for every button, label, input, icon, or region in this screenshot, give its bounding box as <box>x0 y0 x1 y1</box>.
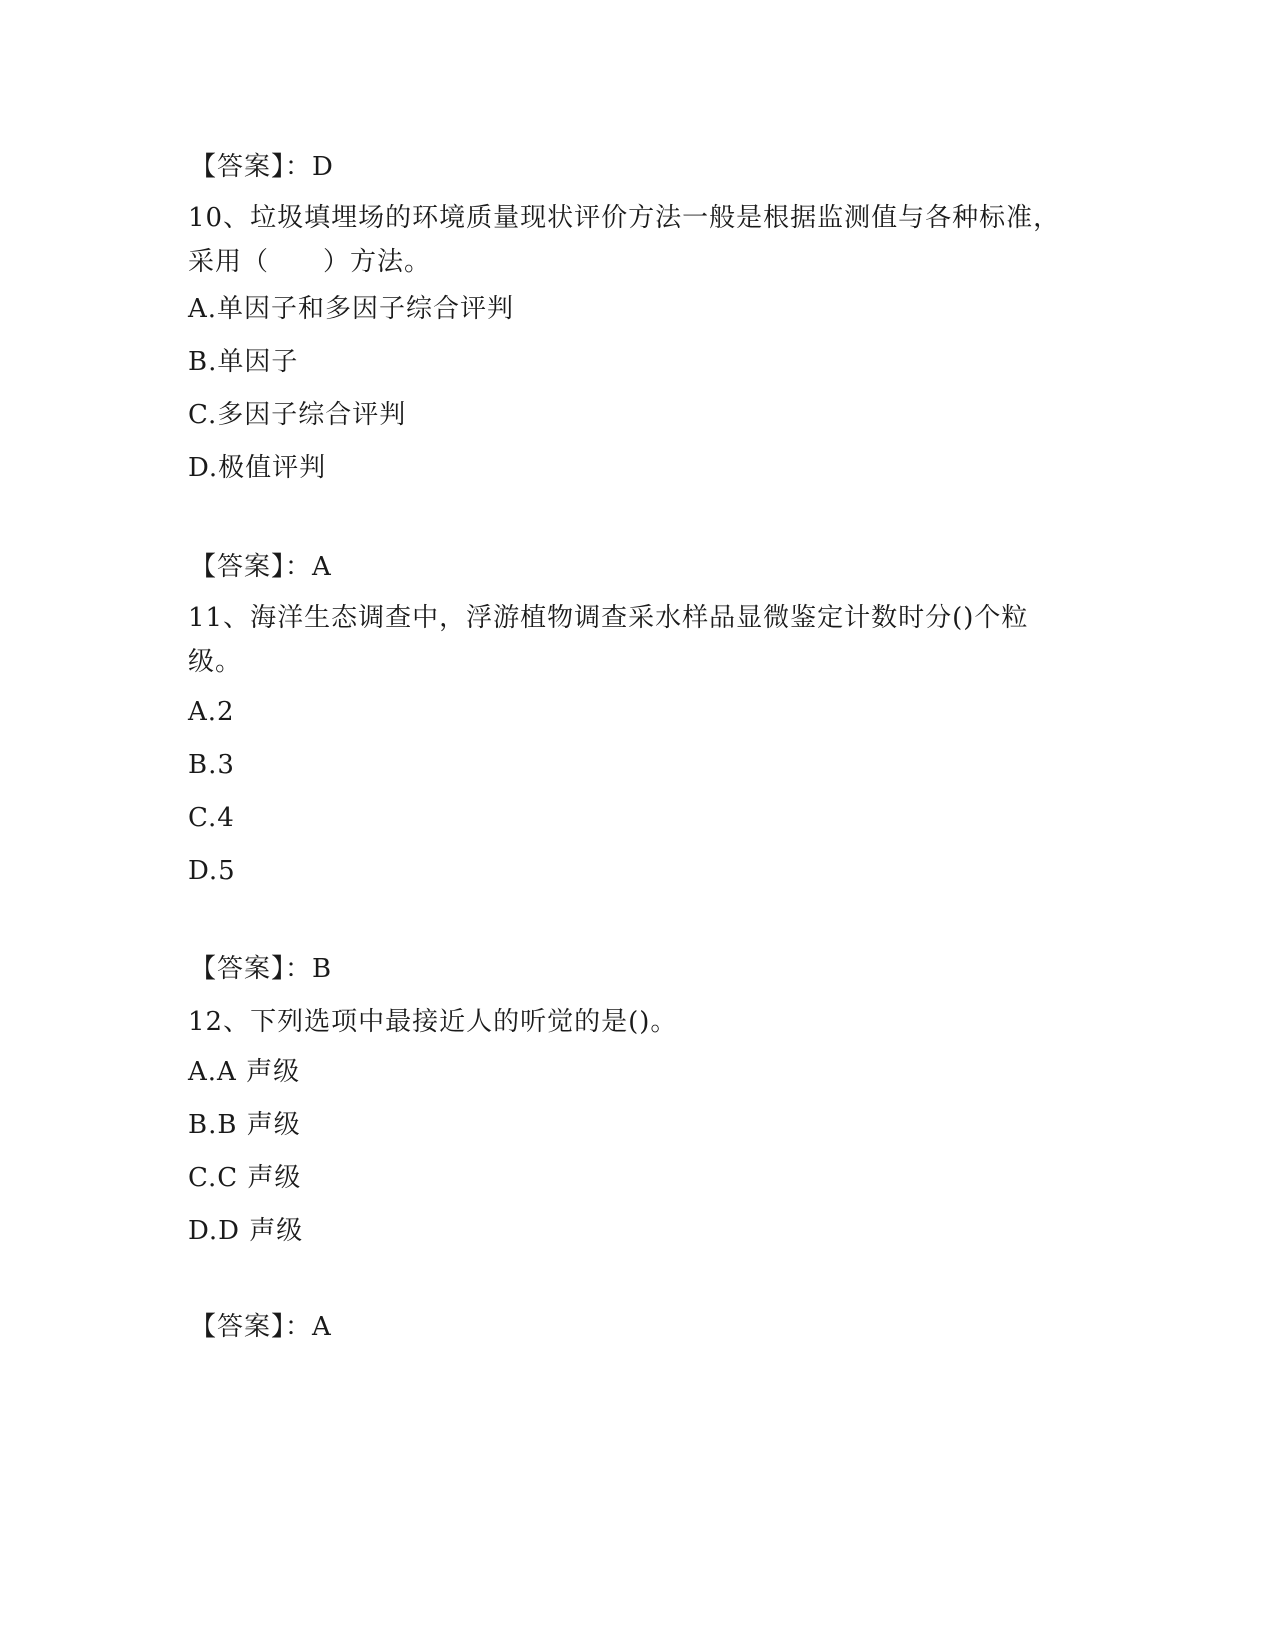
question-10-text: 10、垃圾填埋场的环境质量现状评价方法一般是根据监测值与各种标准，采用（ ）方法。 <box>188 203 1061 277</box>
question-11-option-c: C.4 <box>188 803 235 833</box>
question-11-option-a: A.2 <box>188 697 235 727</box>
question-12-text: 12、下列选项中最接近人的听觉的是()。 <box>188 1007 678 1037</box>
question-10-option-b: B.单因子 <box>188 347 299 377</box>
question-10-option-a: A.单因子和多因子综合评判 <box>188 294 515 324</box>
answer-12: 【答案】：A <box>190 1312 332 1342</box>
question-12-option-d: D.D 声级 <box>188 1216 304 1246</box>
question-12-option-a: A.A 声级 <box>188 1057 301 1087</box>
answer-11: 【答案】：B <box>190 954 333 984</box>
question-12-option-c: C.C 声级 <box>188 1163 302 1193</box>
answer-10: 【答案】：A <box>190 552 332 582</box>
question-11-option-d: D.5 <box>188 856 236 886</box>
question-11-text: 11、海洋生态调查中，浮游植物调查采水样品显微鉴定计数时分()个粒级。 <box>188 603 1029 677</box>
question-10-option-d: D.极值评判 <box>188 453 327 483</box>
answer-9: 【答案】：D <box>190 152 334 182</box>
question-10-option-c: C.多因子综合评判 <box>188 400 407 430</box>
question-11-option-b: B.3 <box>188 750 235 780</box>
question-12-option-b: B.B 声级 <box>188 1110 301 1140</box>
